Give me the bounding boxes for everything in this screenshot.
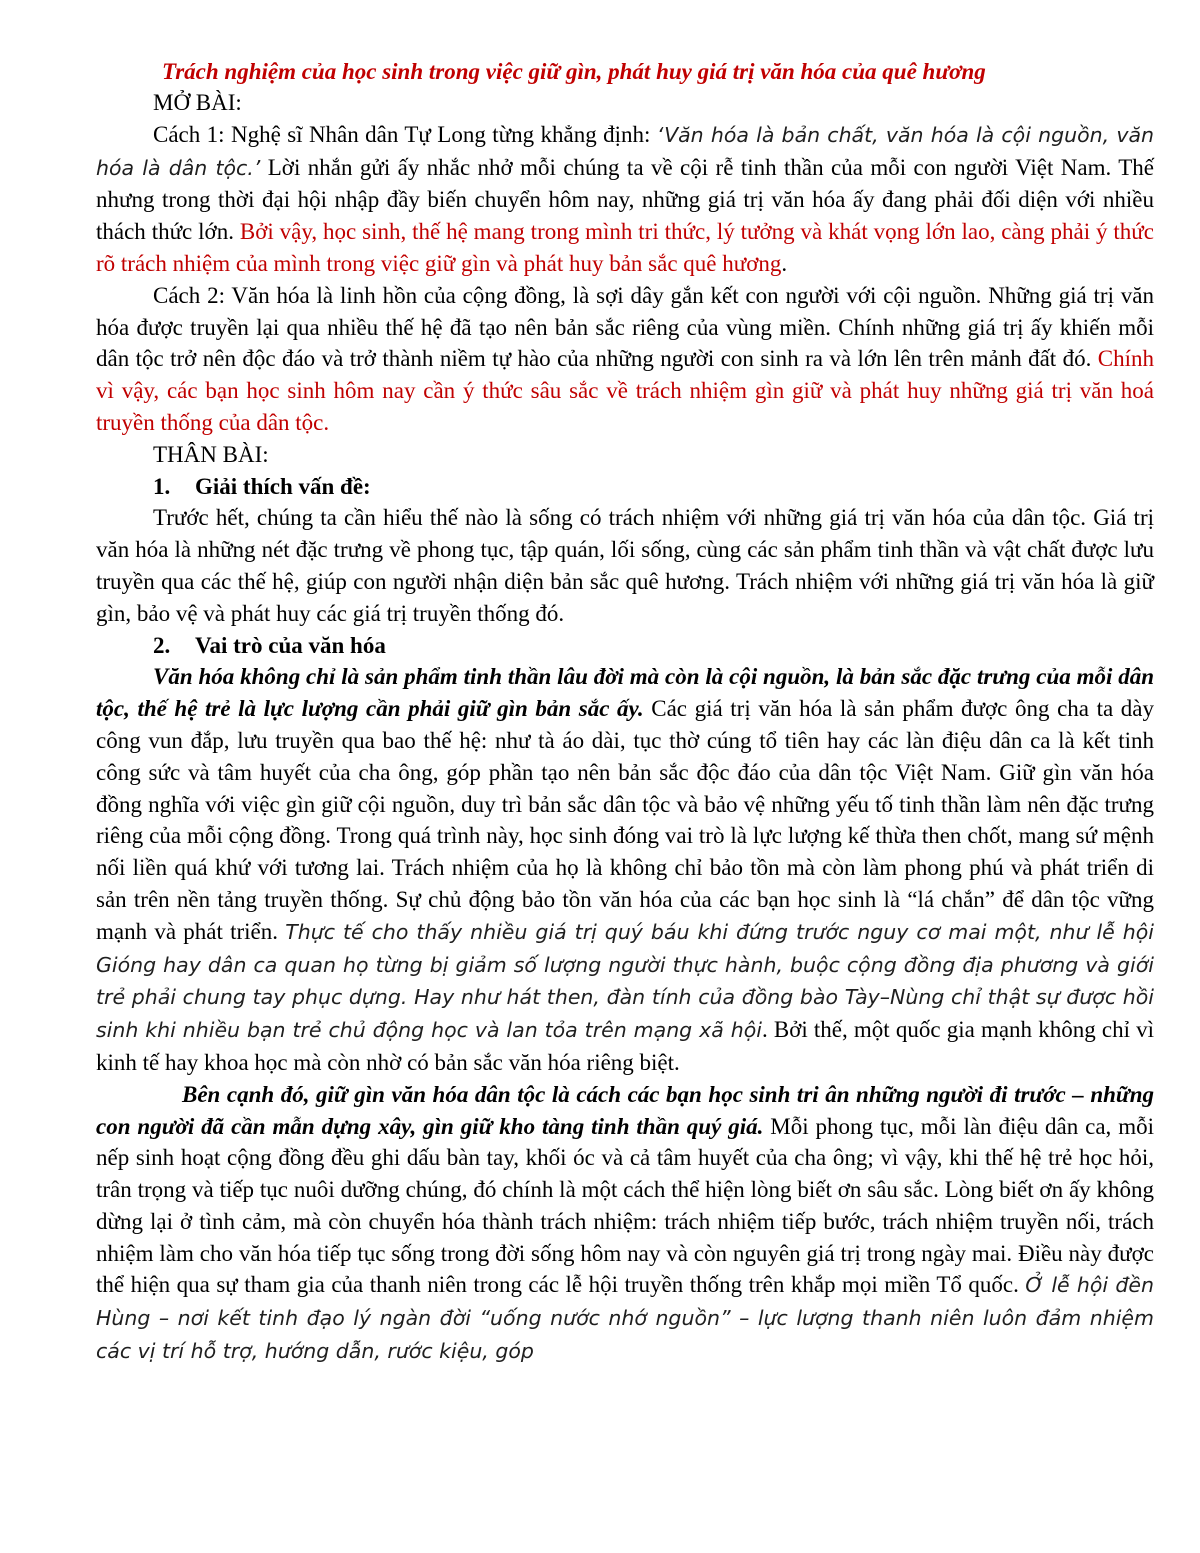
cach-2-highlight: Chính vì vậy, các bạn học sinh hôm nay cần ý thức sâu sắc về trách nhiệm gìn giữ và phát huy những giá trị văn hoá truyền thống của dân tộc. xyxy=(96,346,1154,435)
cach-2-body: Cách 2: Văn hóa là linh hồn của cộng đồng, là sợi dây gắn kết con người với cội nguồn. Những giá trị văn hóa được truyền lại qua nhiều thế hệ đã tạo nên bản sắc riêng của vùng miền. Chính những giá trị ấy khiến mỗi dân tộc trở nên độc đáo và trở thành niềm tự hào của những người con sinh ra và lớn lên trên mảnh đất đó. xyxy=(96,282,1154,372)
section-2-p2-body: Mỗi phong tục, mỗi làn điệu dân ca, mỗi nếp sinh hoạt cộng đồng đều ghi dấu bàn tay, khối óc và cả tâm huyết của cha ông; vì vậy, khi thế hệ trẻ học hỏi, trân trọng và tiếp tục nuôi dưỡng chúng, đó chính là một cách thể hiện lòng biết ơn sâu sắc. Lòng biết ơn ấy không dừng lại ở tình cảm, mà còn chuyển hóa thành trách nhiệm: trách nhiệm tiếp bước, trách nhiệm truyền nối, trách nhiệm làm cho văn hóa tiếp tục sống trong đời sống hôm nay và còn nguyên giá trị trong ngày mai. Điều này được thể hiện qua sự tham gia của thanh niên trong các lễ hội truyền thống trên khắp mọi miền Tổ quốc. xyxy=(96,1113,1154,1298)
than-bai-label: THÂN BÀI: xyxy=(153,441,269,467)
document-title: Trách nghiệm của học sinh trong việc giữ gìn, phát huy giá trị văn hóa của quê hương xyxy=(162,59,986,84)
section-2-paragraph-1 xyxy=(96,661,1154,1078)
section-1-number: 1. xyxy=(153,473,171,499)
section-2-heading xyxy=(153,630,1154,662)
cach-1-lead: Cách 1: Nghệ sĩ Nhân dân Tự Long từng khẳng định: xyxy=(153,121,657,147)
section-2-p1-end: . Bởi thế, một quốc gia mạnh không chỉ vì kinh tế hay khoa học mà còn nhờ có bản sắc văn hóa riêng biệt. xyxy=(96,1017,1155,1075)
section-2-p1-example: Thực tế cho thấy nhiều giá trị quý báu khi đứng trước nguy cơ mai một, như lễ hội Gióng hay dân ca quan họ từng bị giảm số lượng người thực hành, buộc cộng đồng địa phương và giới trẻ phải chung tay phục dựng. Hay như hát then, đàn tính của đồng bào Tày–Nùng chỉ thật sự được hồi sinh khi nhiều bạn trẻ chủ động học và lan tỏa trên mạng xã hội xyxy=(96,919,1154,1043)
section-2-p2-example: Ở lễ hội đền Hùng – nơi kết tinh đạo lý ngàn đời “uống nước nhớ nguồn” – lực lượng thanh niên luôn đảm nhiệm các vị trí hỗ trợ, hướng dẫn, rước kiệu, góp xyxy=(96,1273,1154,1364)
section-2-p2-thesis: Bên cạnh đó, giữ gìn văn hóa dân tộc là cách các bạn học sinh tri ân những người đi trước – những con người đã cần mẫn dựng xây, gìn giữ kho tàng tinh thần quý giá. xyxy=(96,1081,1154,1139)
section-2-paragraph-2 xyxy=(96,1079,1154,1368)
cach-1-quote: ‘Văn hóa là bản chất, văn hóa là cội nguồn, văn hóa là dân tộc.’ xyxy=(96,122,1155,180)
mo-bai-cach-2 xyxy=(96,280,1154,439)
mo-bai-cach-1 xyxy=(96,119,1154,280)
section-2-number: 2. xyxy=(153,632,171,658)
section-1-heading-text: Giải thích vấn đề: xyxy=(195,473,371,499)
cach-1-end: . xyxy=(781,250,788,276)
cach-1-highlight: Bởi vậy, học sinh, thế hệ mang trong mình tri thức, lý tưởng và khát vọng lớn lao, càng phải ý thức rõ trách nhiệm của mình trong việc giữ gìn và phát huy bản sắc quê hương xyxy=(96,219,1154,276)
section-2-p1-thesis: Văn hóa không chỉ là sản phẩm tinh thần lâu đời mà còn là cội nguồn, là bản sắc đặc trưng của mỗi dân tộc, thế hệ trẻ là lực lượng cần phải giữ gìn bản sắc ấy. xyxy=(96,664,1154,722)
section-1-body: Trước hết, chúng ta cần hiểu thế nào là sống có trách nhiệm với những giá trị văn hóa của dân tộc. Giá trị văn hóa là những nét đặc trưng về phong tục, tập quán, lối sống, cùng các sản phẩm tinh thần và vật chất được lưu truyền qua các thế hệ, giúp con người nhận diện bản sắc quê hương. Trách nhiệm với những giá trị văn hóa là giữ gìn, bảo vệ và phát huy các giá trị truyền thống đó. xyxy=(96,505,1154,626)
section-2-p1-body: Các giá trị văn hóa là sản phẩm được ông cha ta dày công vun đắp, lưu truyền qua bao thế hệ: như tà áo dài, tục thờ cúng tổ tiên hay các làn điệu dân ca là kết tinh công sức và tâm huyết của cha ông, góp phần tạo nên bản sắc độc đáo của dân tộc Việt Nam. Giữ gìn văn hóa đồng nghĩa với việc gìn giữ cội nguồn, duy trì bản sắc dân tộc và bảo vệ những yếu tố tinh thần làm nên đặc trưng riêng của mỗi cộng đồng. Trong quá trình này, học sinh đóng vai trò là lực lượng kế thừa then chốt, mang sứ mệnh nối liền quá khứ với tương lai. Trách nhiệm của họ là không chỉ bảo tồn mà còn làm phong phú và phát triển di sản trên nền tảng truyền thống. Sự chủ động bảo tồn văn hóa của các bạn học sinh là “lá chắn” để dân tộc vững mạnh và phát triển. xyxy=(96,696,1154,944)
section-2-heading-text: Vai trò của văn hóa xyxy=(195,632,386,658)
mo-bai-label: MỞ BÀI: xyxy=(153,90,242,115)
cach-1-body: Lời nhắn gửi ấy nhắc nhở mỗi chúng ta về cội rễ tinh thần của mỗi con người Việt Nam. Thế nhưng trong thời đại hội nhập đầy biến chuyển hôm nay, những giá trị văn hóa ấy đang phải đối diện với nhiều thách thức lớn. xyxy=(96,154,1154,245)
section-1-heading xyxy=(153,471,1154,503)
